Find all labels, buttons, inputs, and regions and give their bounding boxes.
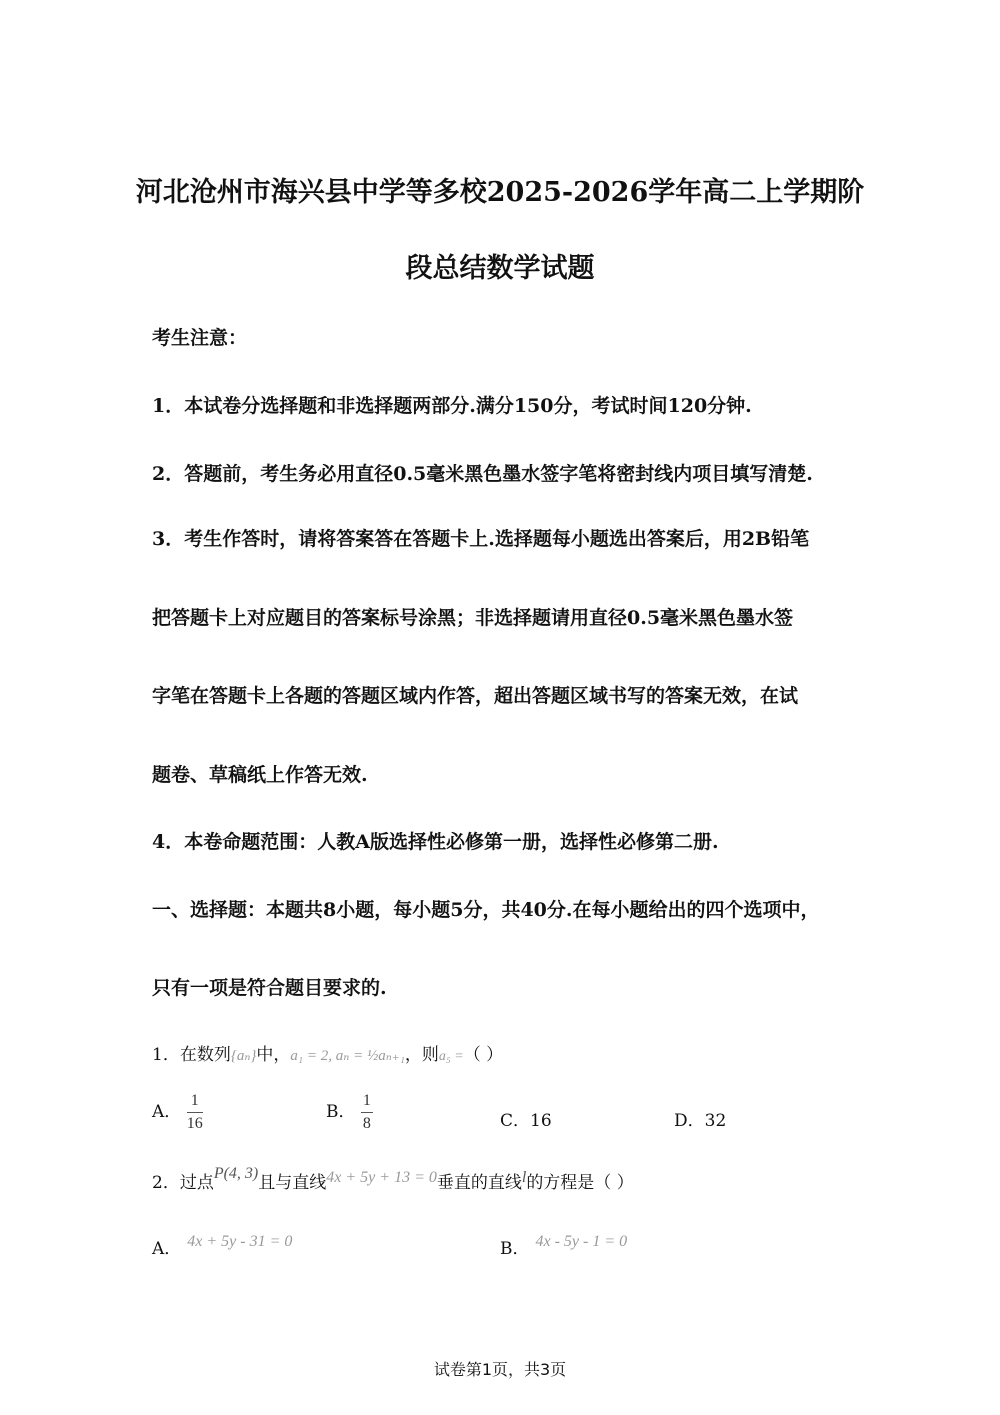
q1-target: a₅ = bbox=[438, 1049, 464, 1064]
q2-mid: 且与直线 bbox=[258, 1173, 327, 1193]
q2-line-equation: 4x + 5y + 13 = 0 bbox=[326, 1169, 437, 1186]
q1-option-a bbox=[152, 1093, 203, 1132]
notice-item-2: 2．答题前，考生务必用直径0.5毫米黑色墨水签字笔将密封线内项目填写清楚. bbox=[152, 463, 813, 485]
q1-prefix: 1．在数列 bbox=[152, 1045, 231, 1065]
title-line-2: 段总结数学试题 bbox=[405, 253, 595, 284]
notice-item-3-line-3: 字笔在答题卡上各题的答题区域内作答，超出答题区域书写的答案无效，在试 bbox=[152, 685, 799, 707]
question-2-stem bbox=[152, 1165, 634, 1193]
q1-paren: （ ） bbox=[463, 1045, 504, 1065]
notice-item-4: 4．本卷命题范围：人教A版选择性必修第一册，选择性必修第二册. bbox=[152, 831, 719, 853]
option-value: 32 bbox=[704, 1111, 727, 1131]
q2-after: 垂直的直线 bbox=[436, 1173, 522, 1193]
q1-condition: a₁ = 2, aₙ = ½aₙ₊₁ bbox=[290, 1048, 405, 1064]
option-value: 16 bbox=[530, 1111, 552, 1131]
q1-option-d bbox=[674, 1106, 726, 1131]
q1-sequence: {aₙ} bbox=[230, 1048, 257, 1064]
q2-point: P(4, 3) bbox=[213, 1165, 259, 1182]
denominator: 8 bbox=[362, 1115, 371, 1132]
option-label: B． bbox=[326, 1102, 356, 1122]
q1-then: ，则 bbox=[404, 1045, 439, 1065]
numerator: 1 bbox=[361, 1093, 373, 1113]
page-footer: 试卷第1页，共3页 bbox=[433, 1360, 567, 1379]
notice-item-3-line-4: 题卷、草稿纸上作答无效. bbox=[152, 764, 368, 786]
fraction bbox=[361, 1093, 373, 1132]
option-equation: 4x + 5y - 31 = 0 bbox=[187, 1233, 293, 1250]
numerator: 1 bbox=[187, 1093, 203, 1113]
notice-item-3-line-2: 把答题卡上对应题目的答案标号涂黑；非选择题请用直径0.5毫米黑色墨水签 bbox=[152, 607, 794, 629]
fraction bbox=[187, 1093, 203, 1132]
q2-prefix: 2．过点 bbox=[152, 1173, 214, 1193]
q2-option-a bbox=[152, 1234, 292, 1259]
denominator: 16 bbox=[186, 1115, 203, 1132]
option-label: A． bbox=[152, 1239, 182, 1259]
option-label: B． bbox=[500, 1239, 530, 1259]
title-line-1: 河北沧州市海兴县中学等多校2025-2026学年高二上学期阶 bbox=[135, 177, 865, 208]
option-label: D． bbox=[674, 1111, 705, 1131]
q2-end: 的方程是（ ） bbox=[526, 1173, 634, 1193]
option-label: C． bbox=[500, 1111, 531, 1131]
q1-mid: 中， bbox=[256, 1045, 291, 1065]
q2-line-l: l bbox=[521, 1169, 527, 1186]
q1-option-b bbox=[326, 1093, 373, 1132]
option-equation: 4x - 5y - 1 = 0 bbox=[535, 1233, 628, 1250]
section-1-line-2: 只有一项是符合题目要求的. bbox=[152, 977, 387, 999]
notice-heading: 考生注意： bbox=[152, 327, 248, 349]
notice-item-3-line-1: 3．考生作答时，请将答案答在答题卡上.选择题每小题选出答案后，用2B铅笔 bbox=[152, 528, 810, 550]
q1-option-c bbox=[500, 1106, 552, 1131]
notice-item-1: 1．本试卷分选择题和非选择题两部分.满分150分，考试时间120分钟. bbox=[152, 395, 752, 417]
section-1-line-1: 一、选择题：本题共8小题，每小题5分，共40分.在每小题给出的四个选项中， bbox=[152, 899, 820, 921]
option-label: A． bbox=[152, 1102, 182, 1122]
q2-option-b bbox=[500, 1234, 627, 1259]
question-1-stem bbox=[152, 1040, 503, 1065]
